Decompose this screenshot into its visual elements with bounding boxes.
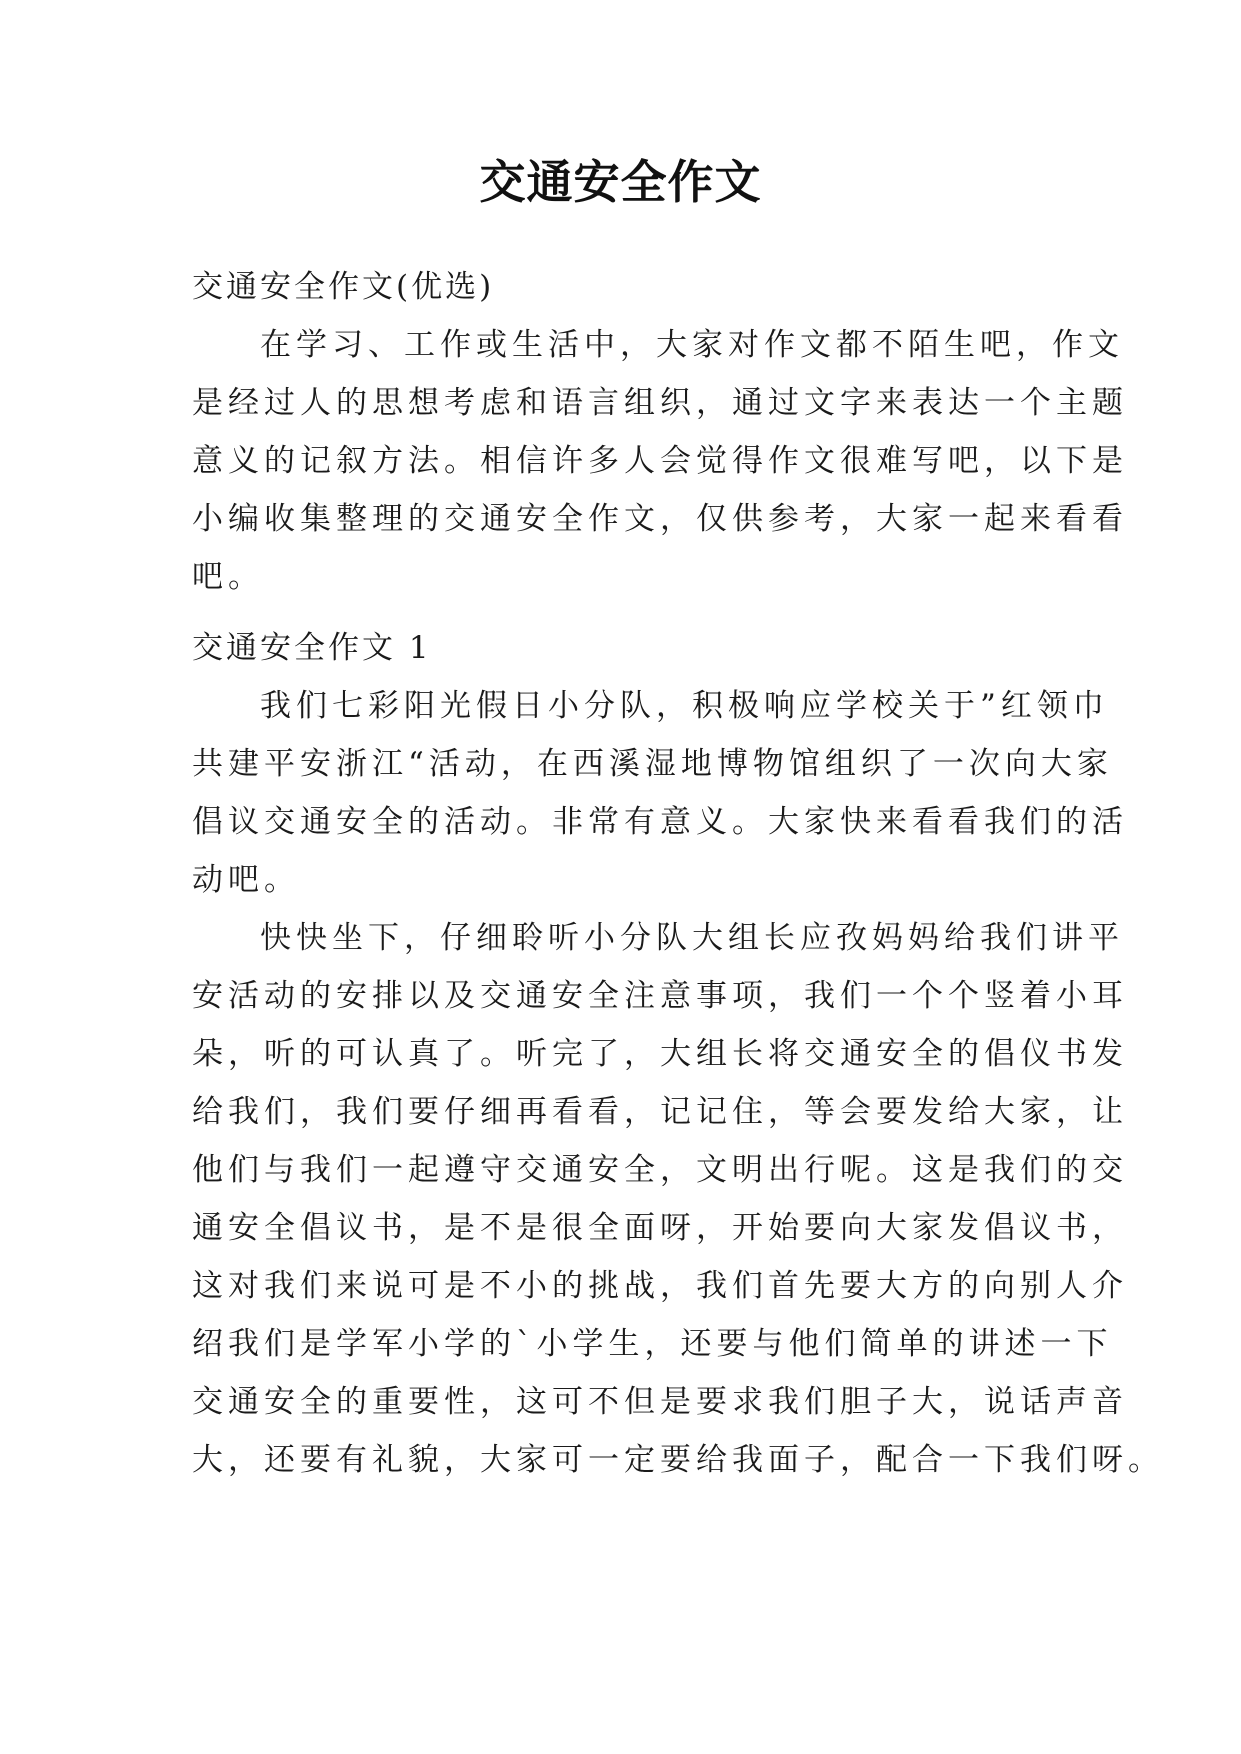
essay-1-paragraph-1-line: 倡议交通安全的活动。非常有意义。大家快来看看我们的活	[192, 804, 1128, 840]
intro-paragraph-line: 在学习、工作或生活中，大家对作文都不陌生吧，作文	[260, 327, 1124, 363]
essay-1-paragraph-2-line: 绍我们是学军小学的`小学生，还要与他们简单的讲述一下	[192, 1326, 1113, 1362]
intro-paragraph-line: 意义的记叙方法。相信许多人会觉得作文很难写吧，以下是	[192, 443, 1128, 479]
intro-heading: 交通安全作文(优选)	[192, 269, 495, 305]
essay-1-paragraph-2-line: 交通安全的重要性，这可不但是要求我们胆子大，说话声音	[192, 1384, 1128, 1420]
essay-1-paragraph-2-line: 他们与我们一起遵守交通安全，文明出行呢。这是我们的交	[192, 1152, 1128, 1188]
essay-1-paragraph-1-line: 我们七彩阳光假日小分队，积极响应学校关于”红领巾	[260, 688, 1109, 724]
document-title: 交通安全作文	[479, 155, 762, 209]
essay-1-paragraph-2-line: 快快坐下，仔细聆听小分队大组长应孜妈妈给我们讲平	[260, 920, 1124, 956]
essay-1-paragraph-2-line: 安活动的安排以及交通安全注意事项，我们一个个竖着小耳	[192, 978, 1128, 1014]
essay-1-paragraph-1-line: 共建平安浙江“活动，在西溪湿地博物馆组织了一次向大家	[192, 746, 1113, 782]
intro-paragraph-line: 小编收集整理的交通安全作文，仅供参考，大家一起来看看	[192, 501, 1128, 537]
intro-paragraph-line: 是经过人的思想考虑和语言组织，通过文字来表达一个主题	[192, 385, 1128, 421]
essay-1-paragraph-2-line: 通安全倡议书，是不是很全面呀，开始要向大家发倡议书，	[192, 1210, 1128, 1246]
essay-1-paragraph-2-line: 给我们，我们要仔细再看看，记记住，等会要发给大家，让	[192, 1094, 1128, 1130]
intro-paragraph-line: 吧。	[192, 559, 264, 595]
essay-1-paragraph-2-line: 这对我们来说可是不小的挑战，我们首先要大方的向别人介	[192, 1268, 1128, 1304]
essay-1-paragraph-2-line: 大，还要有礼貌，大家可一定要给我面子，配合一下我们呀。	[192, 1442, 1164, 1478]
essay-1-section	[192, 619, 1164, 1489]
intro-section	[192, 258, 1128, 606]
essay-1-paragraph-2-line: 朵，听的可认真了。听完了，大组长将交通安全的倡仪书发	[192, 1036, 1128, 1072]
essay-1-heading: 交通安全作文 1	[192, 630, 432, 666]
essay-1-paragraph-1-line: 动吧。	[192, 862, 300, 898]
